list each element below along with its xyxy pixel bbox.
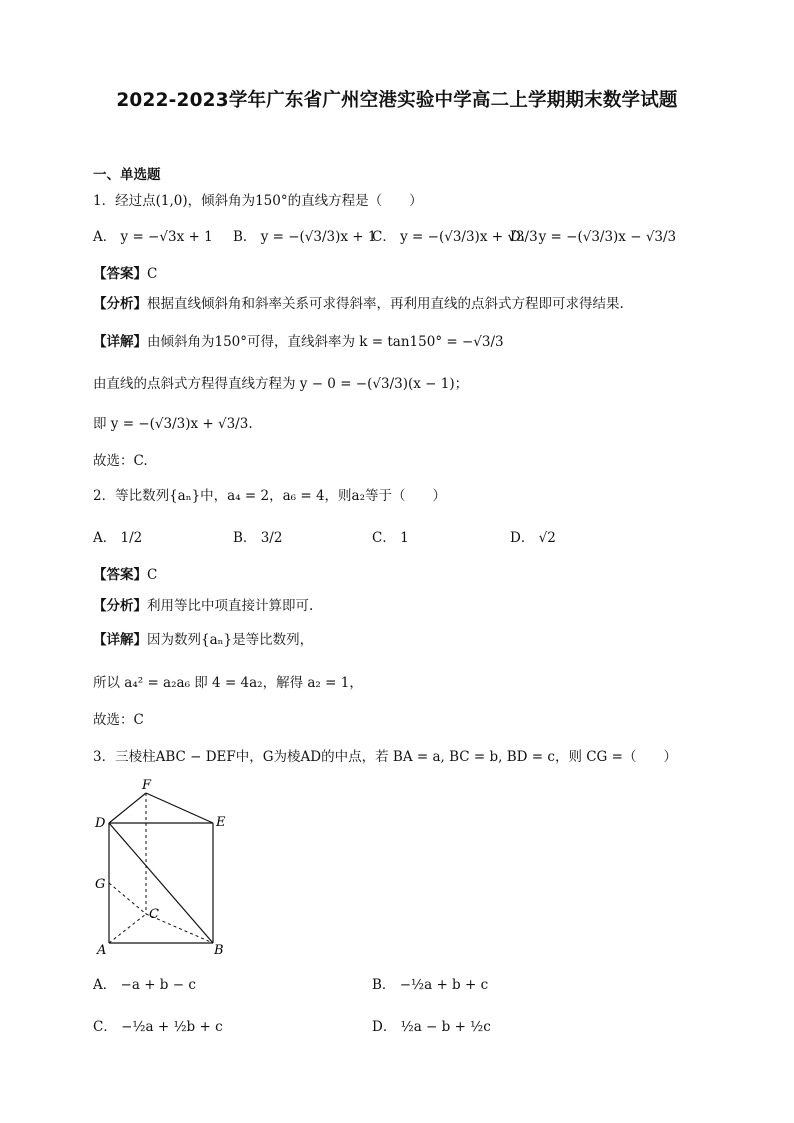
page-title: 2022-2023学年广东省广州空港实验中学高二上学期期末数学试题 bbox=[116, 90, 678, 111]
q3-option-d: D． ½a − b + ½c bbox=[372, 1019, 491, 1035]
analysis-text: 利用等比中项直接计算即可. bbox=[147, 598, 314, 614]
q2-option-c: C． 1 bbox=[372, 530, 409, 546]
q2-answer bbox=[93, 563, 157, 583]
answer-value: C bbox=[147, 266, 158, 282]
q3-option-c: C． −½a + ½b + c bbox=[93, 1019, 223, 1035]
q1-answer bbox=[93, 262, 157, 282]
answer-value: C bbox=[147, 567, 158, 583]
q2-analysis bbox=[93, 594, 313, 614]
answer-tag: 【答案】 bbox=[93, 567, 147, 583]
vertex-label-g: G bbox=[95, 877, 106, 892]
q2-detail-2: 所以 a₄² = a₂a₆ 即 4 = 4a₂，解得 a₂ = 1， bbox=[93, 675, 363, 691]
vertex-label-b: B bbox=[214, 943, 224, 956]
detail-text-1: 由倾斜角为150°可得，直线斜率为 k = tan150° = −√3/3 bbox=[147, 334, 504, 350]
q3-option-b: B． −½a + b + c bbox=[372, 977, 489, 993]
detail-tag: 【详解】 bbox=[93, 334, 147, 350]
q1-option-a: A． y = −√3x + 1 bbox=[93, 229, 213, 245]
analysis-tag: 【分析】 bbox=[93, 598, 147, 614]
answer-tag: 【答案】 bbox=[93, 266, 147, 282]
section-heading: 一、单选题 bbox=[93, 167, 161, 183]
analysis-tag: 【分析】 bbox=[93, 296, 147, 312]
detail-text-1: 因为数列{aₙ}是等比数列， bbox=[147, 632, 314, 648]
vertex-label-e: E bbox=[216, 815, 226, 830]
edge-df bbox=[109, 793, 146, 823]
q1-detail-2: 由直线的点斜式方程得直线方程为 y − 0 = −(√3/3)(x − 1)； bbox=[93, 376, 469, 392]
q1-analysis bbox=[93, 292, 624, 312]
q2-stem: 2．等比数列{aₙ}中，a₄ = 2，a₆ = 4，则a₂等于（ ） bbox=[93, 488, 447, 504]
q3-stem: 3．三棱柱ABC − DEF中，G为棱AD的中点，若 BA = a, BC = b, BD = c，则 CG =（ ） bbox=[93, 749, 677, 765]
q3-option-a: A． −a + b − c bbox=[93, 977, 196, 993]
edge-ac-hidden bbox=[109, 914, 146, 943]
q1-option-d: D． y = −(√3/3)x − √3/3 bbox=[510, 229, 677, 245]
q2-option-b: B． 3/2 bbox=[233, 530, 283, 546]
detail-tag: 【详解】 bbox=[93, 632, 147, 648]
vertex-label-a: A bbox=[97, 943, 107, 956]
q1-choose: 故选：C. bbox=[93, 453, 148, 469]
q2-option-d: D． √2 bbox=[510, 530, 556, 546]
vertex-label-c: C bbox=[149, 907, 159, 922]
vertex-label-f: F bbox=[142, 778, 152, 793]
q1-detail-3: 即 y = −(√3/3)x + √3/3. bbox=[93, 416, 253, 432]
q1-detail bbox=[93, 330, 504, 350]
q2-option-a: A． 1/2 bbox=[93, 530, 143, 546]
edge-fe bbox=[146, 793, 213, 823]
vertex-label-d: D bbox=[95, 816, 106, 831]
segment-gc-hidden bbox=[109, 883, 146, 914]
segment-bd bbox=[109, 823, 213, 943]
q1-option-b: B． y = −(√3/3)x + 1 bbox=[233, 229, 377, 245]
q2-detail bbox=[93, 628, 313, 648]
q1-stem: 1．经过点(1,0)，倾斜角为150°的直线方程是（ ） bbox=[93, 193, 423, 209]
analysis-text: 根据直线倾斜角和斜率关系可求得斜率，再利用直线的点斜式方程即可求得结果. bbox=[147, 296, 624, 312]
q2-choose: 故选：C bbox=[93, 712, 144, 728]
q1-option-c: C． y = −(√3/3)x + √3/3 bbox=[372, 229, 538, 245]
triangular-prism-figure bbox=[93, 776, 243, 956]
